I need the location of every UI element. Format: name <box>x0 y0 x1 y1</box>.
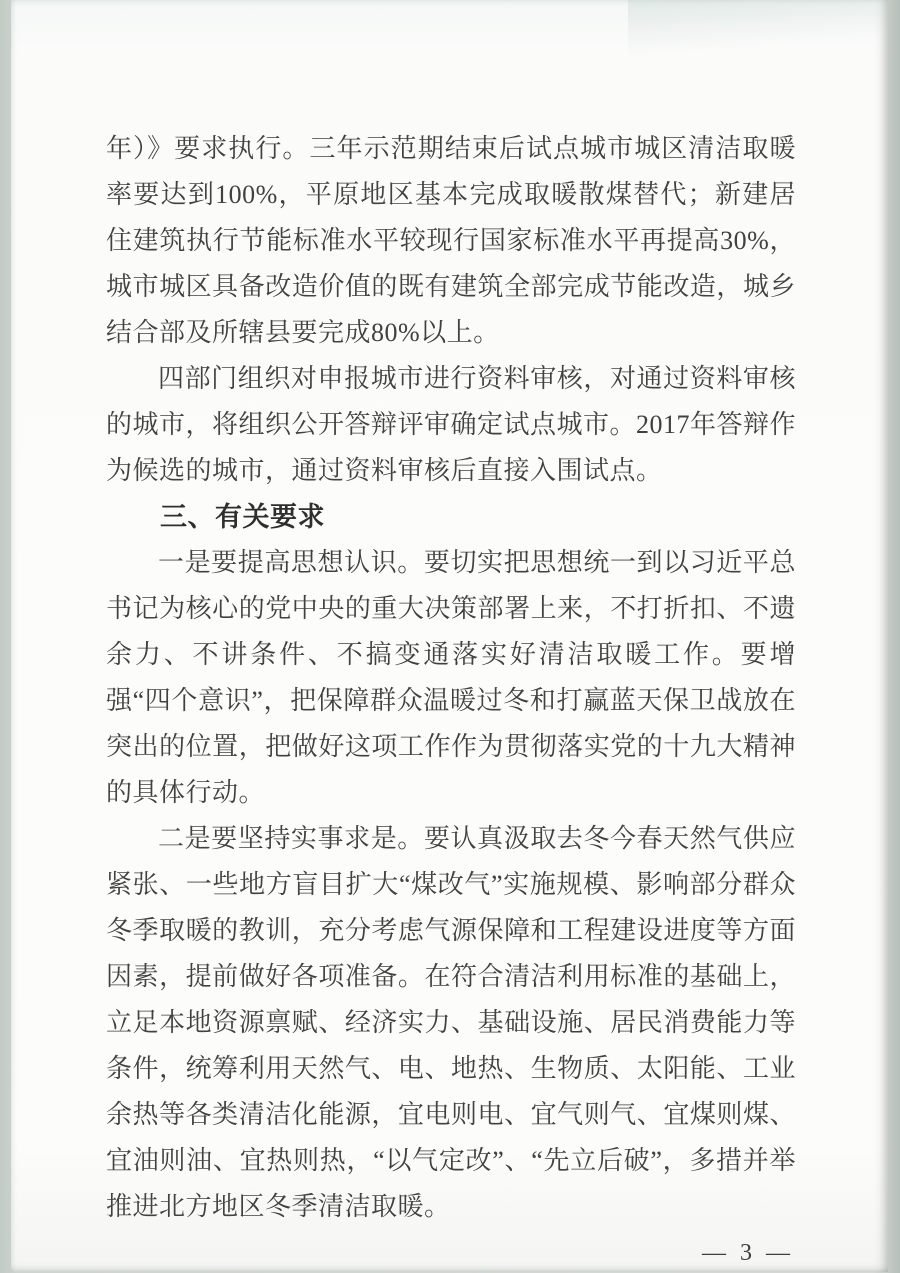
section-heading-requirements: 三、有关要求 <box>160 502 325 532</box>
paragraph-first-requirement-ideology: 一是要提高思想认识。要切实把思想统一到以习近平总书记为核心的党中央的重大决策部署上来，不打折扣、不遗余力、不讲条件、不搞变通落实好清洁取暖工作。要增强“四个意识”，把保障群众温暖过冬和打赢蓝天保卫战放在突出的位置，把做好这项工作作为贯彻落实党的十九大精神的具体行动。 <box>106 548 796 807</box>
paragraph-second-requirement-pragmatism: 二是要坚持实事求是。要认真汲取去冬今春天然气供应紧张、一些地方盲目扩大“煤改气”实施规模、影响部分群众冬季取暖的教训，充分考虑气源保障和工程建设进度等方面因素，提前做好各项准备。在符合清洁利用标准的基础上，立足本地资源禀赋、经济实力、基础设施、居民消费能力等条件，统筹利用天然气、电、地热、生物质、太阳能、工业余热等各类清洁化能源，宜电则电、宜气则气、宜煤则煤、宜油则油、宜热则热，“以气定改”、“先立后破”，多措并举推进北方地区冬季清洁取暖。 <box>106 824 796 1221</box>
scan-corner-tint <box>628 0 888 60</box>
document-text-block <box>106 126 796 1273</box>
document-page <box>11 0 888 1272</box>
page-number: — 3 — <box>702 1240 794 1266</box>
paragraph-application-review: 四部门组织对申报城市进行资料审核，对通过资料审核的城市，将组织公开答辩评审确定试点城市。2017年答辩作为候选的城市，通过资料审核后直接入围试点。 <box>106 364 797 485</box>
paragraph-clean-heating-targets: 年）》要求执行。三年示范期结束后试点城市城区清洁取暖率要达到100%，平原地区基本完成取暖散煤替代；新建居住建筑执行节能标准水平较现行国家标准水平再提高30%，城市城区具备改造价值的既有建筑全部完成节能改造，城乡结合部及所辖县要完成80%以上。 <box>106 134 796 347</box>
